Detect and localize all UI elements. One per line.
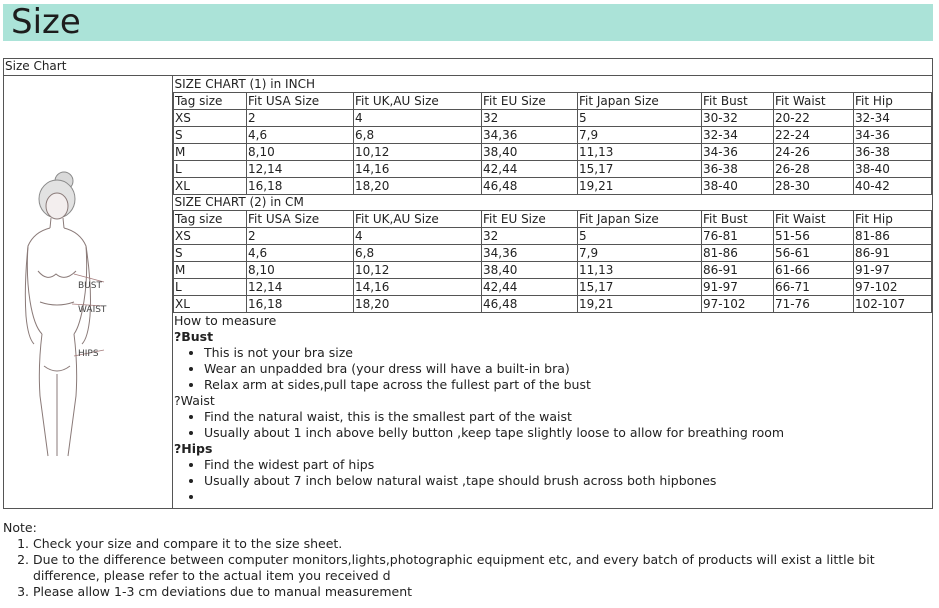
table-cell: 16,18 (247, 296, 354, 313)
table-cell: 34-36 (702, 144, 774, 161)
size-chart-table (3, 58, 933, 509)
table-cell: 19,21 (578, 178, 702, 195)
bust-label: BUST (78, 281, 102, 291)
table-cell: 34,36 (482, 245, 578, 262)
table-row (174, 296, 932, 313)
note-item: 3. Please allow 1-3 cm deviations due to manual measurement (33, 584, 933, 600)
notes-section (3, 520, 933, 600)
how-to-measure (173, 313, 932, 505)
table-cell: 15,17 (578, 161, 702, 178)
column-header: Fit Bust (702, 93, 774, 110)
table-cell: 2 (247, 228, 354, 245)
table-cell: 8,10 (247, 262, 354, 279)
table-cell: 36-38 (854, 144, 932, 161)
column-header: Fit Waist (774, 211, 854, 228)
column-header: Fit UK,AU Size (354, 93, 482, 110)
table-cell: XL (174, 178, 247, 195)
table-row (174, 144, 932, 161)
table-cell: 12,14 (247, 161, 354, 178)
table-cell: 42,44 (482, 161, 578, 178)
inch-chart-title: SIZE CHART (1) in INCH (174, 76, 932, 93)
table-cell: 34,36 (482, 127, 578, 144)
page-header (3, 4, 933, 41)
table-cell: 38,40 (482, 262, 578, 279)
table-cell: 11,13 (578, 144, 702, 161)
table-cell: 66-71 (774, 279, 854, 296)
column-header: Fit USA Size (247, 211, 354, 228)
table-cell: 10,12 (354, 262, 482, 279)
size-tables-cell (173, 76, 933, 509)
column-header: Fit Hip (854, 93, 932, 110)
table-row (174, 161, 932, 178)
waist-label: WAIST (78, 305, 107, 315)
hips-list (174, 457, 931, 505)
table-cell: 38-40 (854, 161, 932, 178)
how-to-measure-title: How to measure (174, 313, 277, 328)
table-cell: 86-91 (702, 262, 774, 279)
column-header: Fit EU Size (482, 93, 578, 110)
table-cell: 4 (354, 228, 482, 245)
table-cell: 46,48 (482, 296, 578, 313)
cm-table-body (174, 228, 932, 313)
list-item: • This is not your bra size (204, 345, 931, 361)
table-cell: 5 (578, 228, 702, 245)
table-cell: 46,48 (482, 178, 578, 195)
column-header: Tag size (174, 93, 247, 110)
list-item (204, 489, 931, 505)
table-cell: 10,12 (354, 144, 482, 161)
table-row (174, 262, 932, 279)
table-cell: XS (174, 110, 247, 127)
inch-size-table (173, 76, 932, 195)
list-item: • Find the widest part of hips (204, 457, 931, 473)
table-cell: 4,6 (247, 245, 354, 262)
table-cell: 14,16 (354, 161, 482, 178)
hips-heading: ?Hips (174, 441, 213, 456)
table-cell: 18,20 (354, 296, 482, 313)
cm-chart-title: SIZE CHART (2) in CM (174, 194, 932, 211)
table-cell: 14,16 (354, 279, 482, 296)
table-cell: 71-76 (774, 296, 854, 313)
list-item: • Relax arm at sides,pull tape across the fullest part of the bust (204, 377, 931, 393)
table-cell: 26-28 (774, 161, 854, 178)
table-cell: 38-40 (702, 178, 774, 195)
table-cell: 86-91 (854, 245, 932, 262)
measurement-figure-cell (4, 76, 173, 509)
table-cell: 40-42 (854, 178, 932, 195)
table-cell: 42,44 (482, 279, 578, 296)
waist-list (174, 409, 931, 441)
table-cell: 4 (354, 110, 482, 127)
cm-header-row (174, 211, 932, 228)
table-cell: 24-26 (774, 144, 854, 161)
size-chart-caption: Size Chart (4, 59, 933, 76)
cm-size-table (173, 194, 932, 313)
table-cell: 18,20 (354, 178, 482, 195)
list-item: • Find the natural waist, this is the smallest part of the waist (204, 409, 931, 425)
body-measurement-illustration (4, 76, 172, 504)
table-cell: 4,6 (247, 127, 354, 144)
table-cell: 19,21 (578, 296, 702, 313)
table-cell: 61-66 (774, 262, 854, 279)
table-cell: S (174, 245, 247, 262)
column-header: Fit Bust (702, 211, 774, 228)
table-cell: 91-97 (854, 262, 932, 279)
table-cell: 81-86 (702, 245, 774, 262)
table-cell: 32-34 (702, 127, 774, 144)
table-cell: 6,8 (354, 127, 482, 144)
inch-header-row (174, 93, 932, 110)
table-cell: 51-56 (774, 228, 854, 245)
column-header: Fit UK,AU Size (354, 211, 482, 228)
table-cell: 32 (482, 228, 578, 245)
column-header: Fit Waist (774, 93, 854, 110)
table-cell: 12,14 (247, 279, 354, 296)
column-header: Fit Japan Size (578, 93, 702, 110)
table-cell: XS (174, 228, 247, 245)
table-cell: 28-30 (774, 178, 854, 195)
table-cell: 16,18 (247, 178, 354, 195)
table-cell: 91-97 (702, 279, 774, 296)
table-cell: L (174, 279, 247, 296)
page-title: Size (11, 2, 81, 42)
table-cell: 32-34 (854, 110, 932, 127)
table-cell: M (174, 144, 247, 161)
notes-list (3, 536, 933, 600)
hips-label: HIPS (78, 349, 99, 359)
list-item: • Usually about 7 inch below natural waist ,tape should brush across both hipbones (204, 473, 931, 489)
note-item: 1. Check your size and compare it to the size sheet. (33, 536, 933, 552)
table-cell: 102-107 (854, 296, 932, 313)
list-item: • Wear an unpadded bra (your dress will have a built-in bra) (204, 361, 931, 377)
table-cell: 97-102 (854, 279, 932, 296)
table-cell: 15,17 (578, 279, 702, 296)
table-row (174, 228, 932, 245)
note-item: 2. Due to the difference between computer monitors,lights,photographic equipment etc, and every batch of products will exist a little bit difference, please refer to the actual item you received d (33, 552, 933, 584)
table-row (174, 279, 932, 296)
table-cell: 34-36 (854, 127, 932, 144)
table-cell: 20-22 (774, 110, 854, 127)
table-row (174, 178, 932, 195)
table-cell: 36-38 (702, 161, 774, 178)
column-header: Fit EU Size (482, 211, 578, 228)
table-cell: 97-102 (702, 296, 774, 313)
inch-table-body (174, 110, 932, 195)
table-cell: M (174, 262, 247, 279)
table-cell: 76-81 (702, 228, 774, 245)
table-row (174, 127, 932, 144)
list-item: • Usually about 1 inch above belly button ,keep tape slightly loose to allow for breathing room (204, 425, 931, 441)
table-cell: S (174, 127, 247, 144)
table-cell: L (174, 161, 247, 178)
table-cell: 7,9 (578, 245, 702, 262)
table-row (174, 110, 932, 127)
table-row (174, 245, 932, 262)
table-cell: 2 (247, 110, 354, 127)
table-cell: 32 (482, 110, 578, 127)
table-cell: XL (174, 296, 247, 313)
table-cell: 6,8 (354, 245, 482, 262)
table-cell: 22-24 (774, 127, 854, 144)
table-cell: 8,10 (247, 144, 354, 161)
table-cell: 7,9 (578, 127, 702, 144)
table-cell: 11,13 (578, 262, 702, 279)
column-header: Fit Hip (854, 211, 932, 228)
column-header: Fit Japan Size (578, 211, 702, 228)
table-cell: 30-32 (702, 110, 774, 127)
table-cell: 56-61 (774, 245, 854, 262)
table-cell: 38,40 (482, 144, 578, 161)
notes-title: Note: (3, 520, 37, 535)
table-cell: 81-86 (854, 228, 932, 245)
column-header: Fit USA Size (247, 93, 354, 110)
waist-heading: ?Waist (174, 393, 215, 408)
column-header: Tag size (174, 211, 247, 228)
table-cell: 5 (578, 110, 702, 127)
bust-list (174, 345, 931, 393)
bust-heading: ?Bust (174, 329, 214, 344)
